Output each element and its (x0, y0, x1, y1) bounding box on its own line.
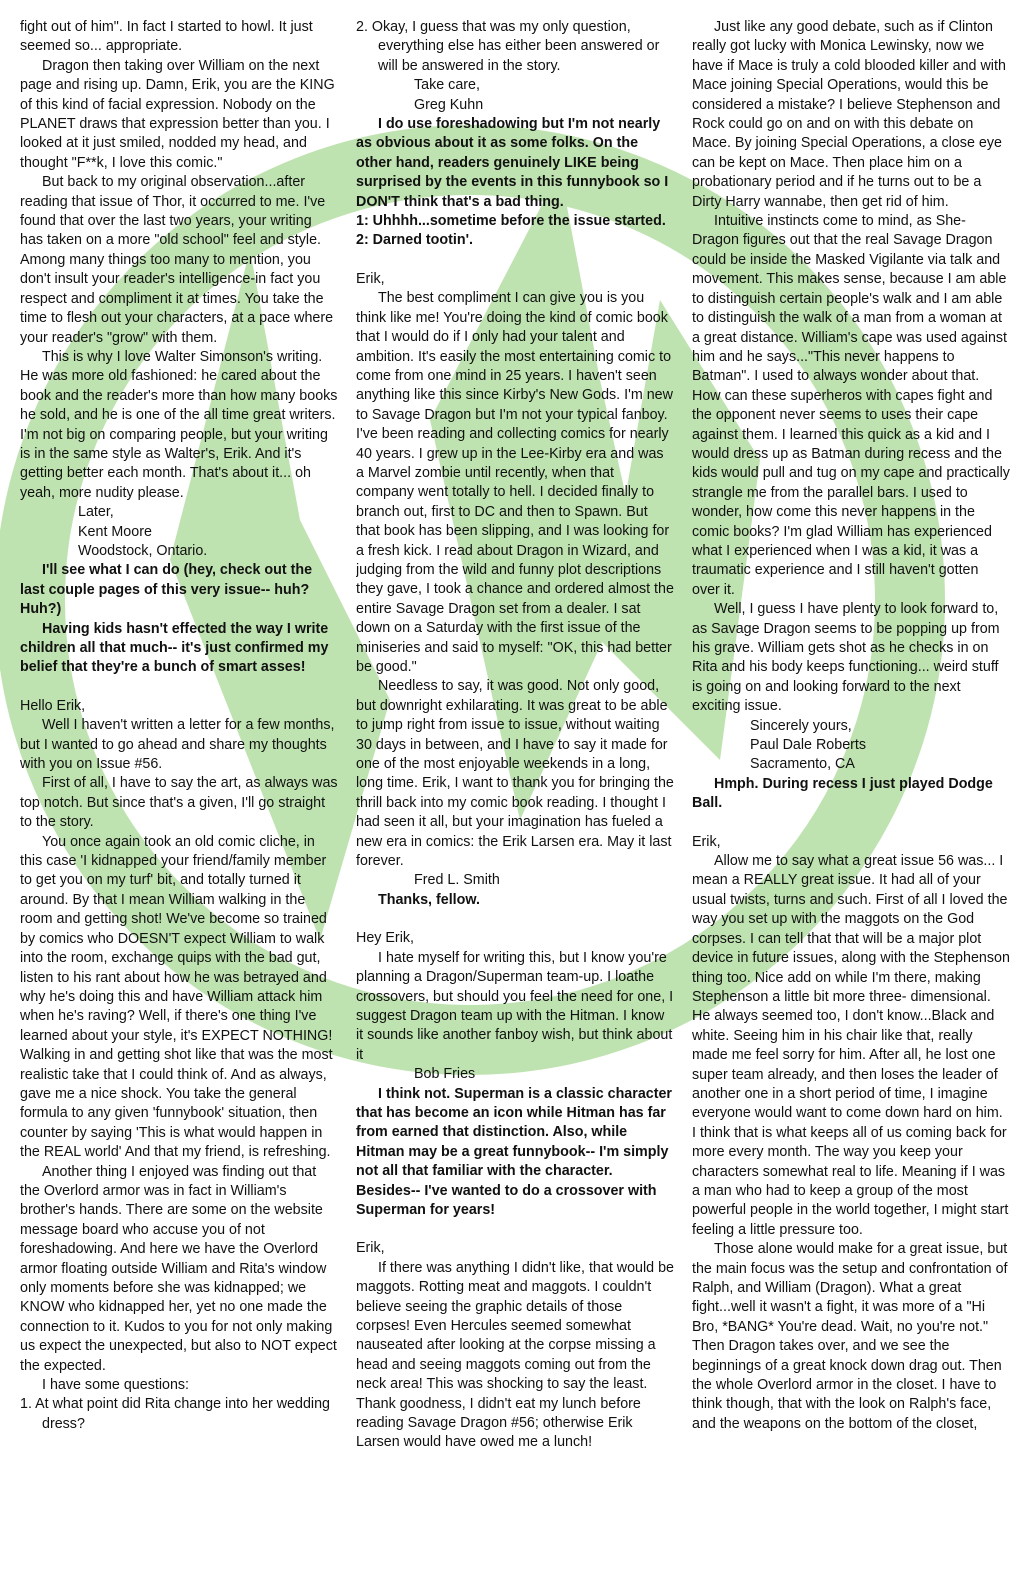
letter-paragraph: The best compliment I can give you is you think like me! You're doing the kind of comic book that I would do if I only had your talent and ambition. It's easily the most entertaining comic to come from one mind in 25 years. I haven't seen anything like this since Kirby's New Gods. I'm new to Savage Dragon but I'm not your typical fanboy. I've been reading and collecting comics for nearly 40 years. I grew up in the Lee-Kirby era and was a Marvel zombie until recently, when that company went totally to hell. I decided finally to branch out, first to DC and then to Spawn. But that book has been slipping, and I was looking for a fresh kick. I read about Dragon in Wizard, and judging from the wild and funny plot descriptions they gave, I took a chance and ordered almost the entire Savage Dragon set from a dealer. I sat down on a Saturday with the first issue of the miniseries and said to myself: "OK, this had better be good." (356, 290, 674, 675)
letter-paragraph: Hey Erik, (356, 930, 414, 947)
editor-reply: 2: Darned tootin'. (356, 232, 473, 249)
paragraph-gap (356, 1220, 674, 1239)
editor-reply: I'll see what I can do (hey, check out the last couple pages of this very issue-- huh? Huh?) (20, 562, 313, 618)
editor-reply: I do use foreshadowing but I'm not nearly as obvious about it as some folks. On the other hand, readers genuinely LIKE being surprised by the events in this funnybook so I DON'T think that's a bad thing. (356, 116, 669, 210)
letter-paragraph: Those alone would make for a great issue, but the main focus was the setup and confrontation of Ralph, and William (Dragon). What a great fight...well it wasn't a fight, it was more of a "Hi Bro, *BANG* You're dead. Wait, no you're not." Then Dragon takes over, and we see the beginnings of a great knock down drag out. Then the whole Overlord armor in the closet. I have to think though, that with the look on Ralph's face, and the weapons on the bottom of the closet, (692, 1241, 1008, 1432)
editor-reply: 1: Uhhhh...sometime before the issue started. (356, 213, 666, 230)
paragraph-gap (20, 678, 338, 697)
column-right (692, 18, 1010, 1589)
letter-signature: Sincerely yours, (750, 717, 852, 734)
column-middle (356, 18, 674, 1589)
letter-paragraph: Intuitive instincts come to mind, as She-Dragon figures out that the real Savage Dragon could be inside the Masked Vigilante via talk and movement. This makes sense, because I am able to distinguish certain people's walk and I am able to distinguish the walk of a man from a woman at a great distance. William's cape was used against him and he says..."This never happens to Batman". I used to always wonder about that. How can these superheros with capes fight and the opponent never seems to uses their cape against them. I learned this quick as a kid and I would dress up as Batman during recess and the kids would pull and tug on my cape and practically strangle me from the parallel bars. I used to wonder, how come this never happens in the comic books? I'm glad William has experienced what I experienced when I was a kid, it was a traumatic experience and I still haven't gotten over it. (692, 213, 1010, 598)
letter-paragraph: 1. At what point did Rita change into her wedding dress? (20, 1396, 330, 1432)
letter-paragraph: Dragon then taking over William on the next page and rising up. Damn, Erik, you are the KING of this kind of facial expression. Nobody on the PLANET draws that expression better than you. I looked at it just smiled, nodded my head, and thought "F**k, I love this comic." (20, 57, 335, 171)
letter-signature: Greg Kuhn (414, 96, 484, 113)
letter-signature: Woodstock, Ontario. (78, 542, 208, 559)
letter-paragraph: I have some questions: (42, 1377, 190, 1394)
column-left (20, 18, 338, 1589)
letter-signature: Later, (78, 504, 114, 521)
editor-reply: I think not. Superman is a classic character that has become an icon while Hitman has far from earned that distinction. Also, while Hitman may be a great funnybook-- I'm simply not all that familiar with the character. Besides-- I've wanted to do a crossover with Superman for years! (356, 1085, 672, 1218)
letter-paragraph: Needless to say, it was good. Not only good, but downright exhilarating. It was great to be able to jump right from issue to issue, without waiting 30 days in between, and I have to say it made for one of the most enjoyable weekends in a long, long time. Erik, I want to thank you for bringing the thrill back into my comic book reading. I thought I had seen it all, but your imagination has fueled a new era in comics: the Erik Larsen era. May it last forever. (356, 678, 674, 870)
letter-signature: Paul Dale Roberts (750, 737, 867, 754)
letter-paragraph: Well I haven't written a letter for a few months, but I wanted to go ahead and share my thoughts with you on Issue #56. (20, 717, 335, 773)
letter-paragraph: I hate myself for writing this, but I know you're planning a Dragon/Superman team-up. I loathe crossovers, but should you feel the need for one, I suggest Dragon team up with the Hitman. I know it sounds like another fanboy wish, but think about it (356, 949, 674, 1063)
editor-reply: Hmph. During recess I just played Dodge Ball. (692, 775, 993, 812)
editor-reply: Having kids hasn't effected the way I write children all that much-- it's just confirmed my belief that they're a bunch of smart asses! (20, 620, 329, 676)
letter-signature: Take care, (414, 77, 480, 94)
letter-signature: Sacramento, CA (750, 756, 855, 773)
letter-paragraph: Erik, (356, 270, 385, 287)
letter-signature: Bob Fries (414, 1066, 476, 1083)
letter-paragraph: If there was anything I didn't like, that would be maggots. Rotting meat and maggots. I couldn't believe seeing the graphic details of those corpses! Even Hercules seemed somewhat nauseated after looking at the corpse missing a head and seeing maggots coming out from the neck area! This was shocking to say the least. Thank goodness, I didn't eat my lunch before reading Savage Dragon #56; otherwise Erik Larsen would have owed me a lunch! (356, 1259, 674, 1451)
letter-paragraph: Just like any good debate, such as if Clinton really got lucky with Monica Lewinsky, now we have if Mace is truly a cold blooded killer and with Mace joining Special Operations, would this be considered a mistake? I believe Stephenson and Rock could go on and on with this debate on Mace. By joining Special Operations, a close eye can be kept on Mace. Then place him on a probationary period and if he turns out to be a Dirty Harry wannabe, then get rid of him. (692, 19, 1006, 210)
letter-paragraph: fight out of him". In fact I started to howl. It just seemed so... appropriate. (20, 19, 313, 55)
letter-paragraph: Erik, (692, 833, 721, 850)
editor-reply: Thanks, fellow. (378, 891, 480, 908)
letter-paragraph: This is why I love Walter Simonson's writing. He was more old fashioned: he cared about the book and the reader's more than how many books he sold, and he is one of the all time great writers. I'm not big on comparing people, but your writing is in the same style as Walter's, Erik. And it's getting better each month. That's about it... oh yeah, more nudity please. (20, 348, 338, 501)
letter-paragraph: Another thing I enjoyed was finding out that the Overlord armor was in fact in William's brother's hands. There are some on the website message board who accuse you of not foreshadowing. And here we have the Overlord armor floating outside William and Rita's window only moments before she was kidnapped; we KNOW who kidnapped her, yet no one made the connection to it. Kudos to you for not only making us expect the unexpected, but also to NOT expect the expected. (20, 1163, 337, 1374)
paragraph-gap (356, 910, 674, 929)
letter-signature: Fred L. Smith (414, 872, 500, 889)
letter-paragraph: Hello Erik, (20, 697, 86, 714)
letter-paragraph: 2. Okay, I guess that was my only question, everything else has either been answered or will be answered in the story. (356, 19, 660, 74)
letter-paragraph: But back to my original observation...after reading that issue of Thor, it occurred to me. I've found that over the last two years, your writing has taken on a more "old school" feel and style. Among many things too many to mention, you don't insult your reader's intelligence-in fact you respect and compliment it at times. You take the time to flesh out your characters, at a pace where your reader's "grow" with them. (20, 174, 334, 346)
letter-paragraph: Erik, (356, 1240, 385, 1257)
letter-paragraph: Well, I guess I have plenty to look forward to, as Savage Dragon seems to be popping up from his grave. William gets shot as he checks in on Rita and his body keeps functioning... weird stuff is going on and looking forward to the next exciting issue. (692, 601, 1000, 715)
paragraph-gap (692, 814, 1010, 833)
letter-paragraph: Allow me to say what a great issue 56 was... I mean a REALLY great issue. It had all of your usual twists, turns and such. First of all I loved the way you set up with the maggots on the God corpses. I can tell that that will be a major plot device in future issues, along with the Stephenson thing too. Nice add on while I'm there, making Stephenson a little bit more three- dimensional. He always seemed too, I don't know...Black and white. Seeing him in his chair like that, really made me feel sorry for him. After all, he lost one super team already, and then loses the leader of another one in a short period of time, I imagine everyone would want to come down hard on him. I think that is what keeps all of us coming back for more every month. The way you keep your characters somewhat real to life. Meaning if I was a man who had to keep a group of the most powerful people in the world together, I might start feeling a little pressure too. (692, 853, 1010, 1238)
letter-signature: Kent Moore (78, 523, 152, 540)
letter-paragraph: You once again took an old comic cliche, in this case 'I kidnapped your friend/family member to get you on my turf' bit, and totally turned it around. By that I mean William walking in the room and getting shot! We've become so trained by comics who DOESN'T expect William to walk into the room, exchange quips with the bad gut, listen to his rant about how he was betrayed and why he's doing this and have William attack him when he's raving? Well, if there's one thing I've learned about your style, it's EXPECT NOTHING! Walking in and getting shot like that was the most realistic take that I could think of. And as always, gave me a nice shock. You take the general formula to any given 'funnybook' situation, then counter by saying 'This is what would happen in the REAL world' And that my friend, is refreshing. (20, 833, 333, 1161)
paragraph-gap (356, 251, 674, 270)
letter-paragraph: First of all, I have to say the art, as always was top notch. But since that's a given, I'll go straight to the story. (20, 775, 338, 831)
